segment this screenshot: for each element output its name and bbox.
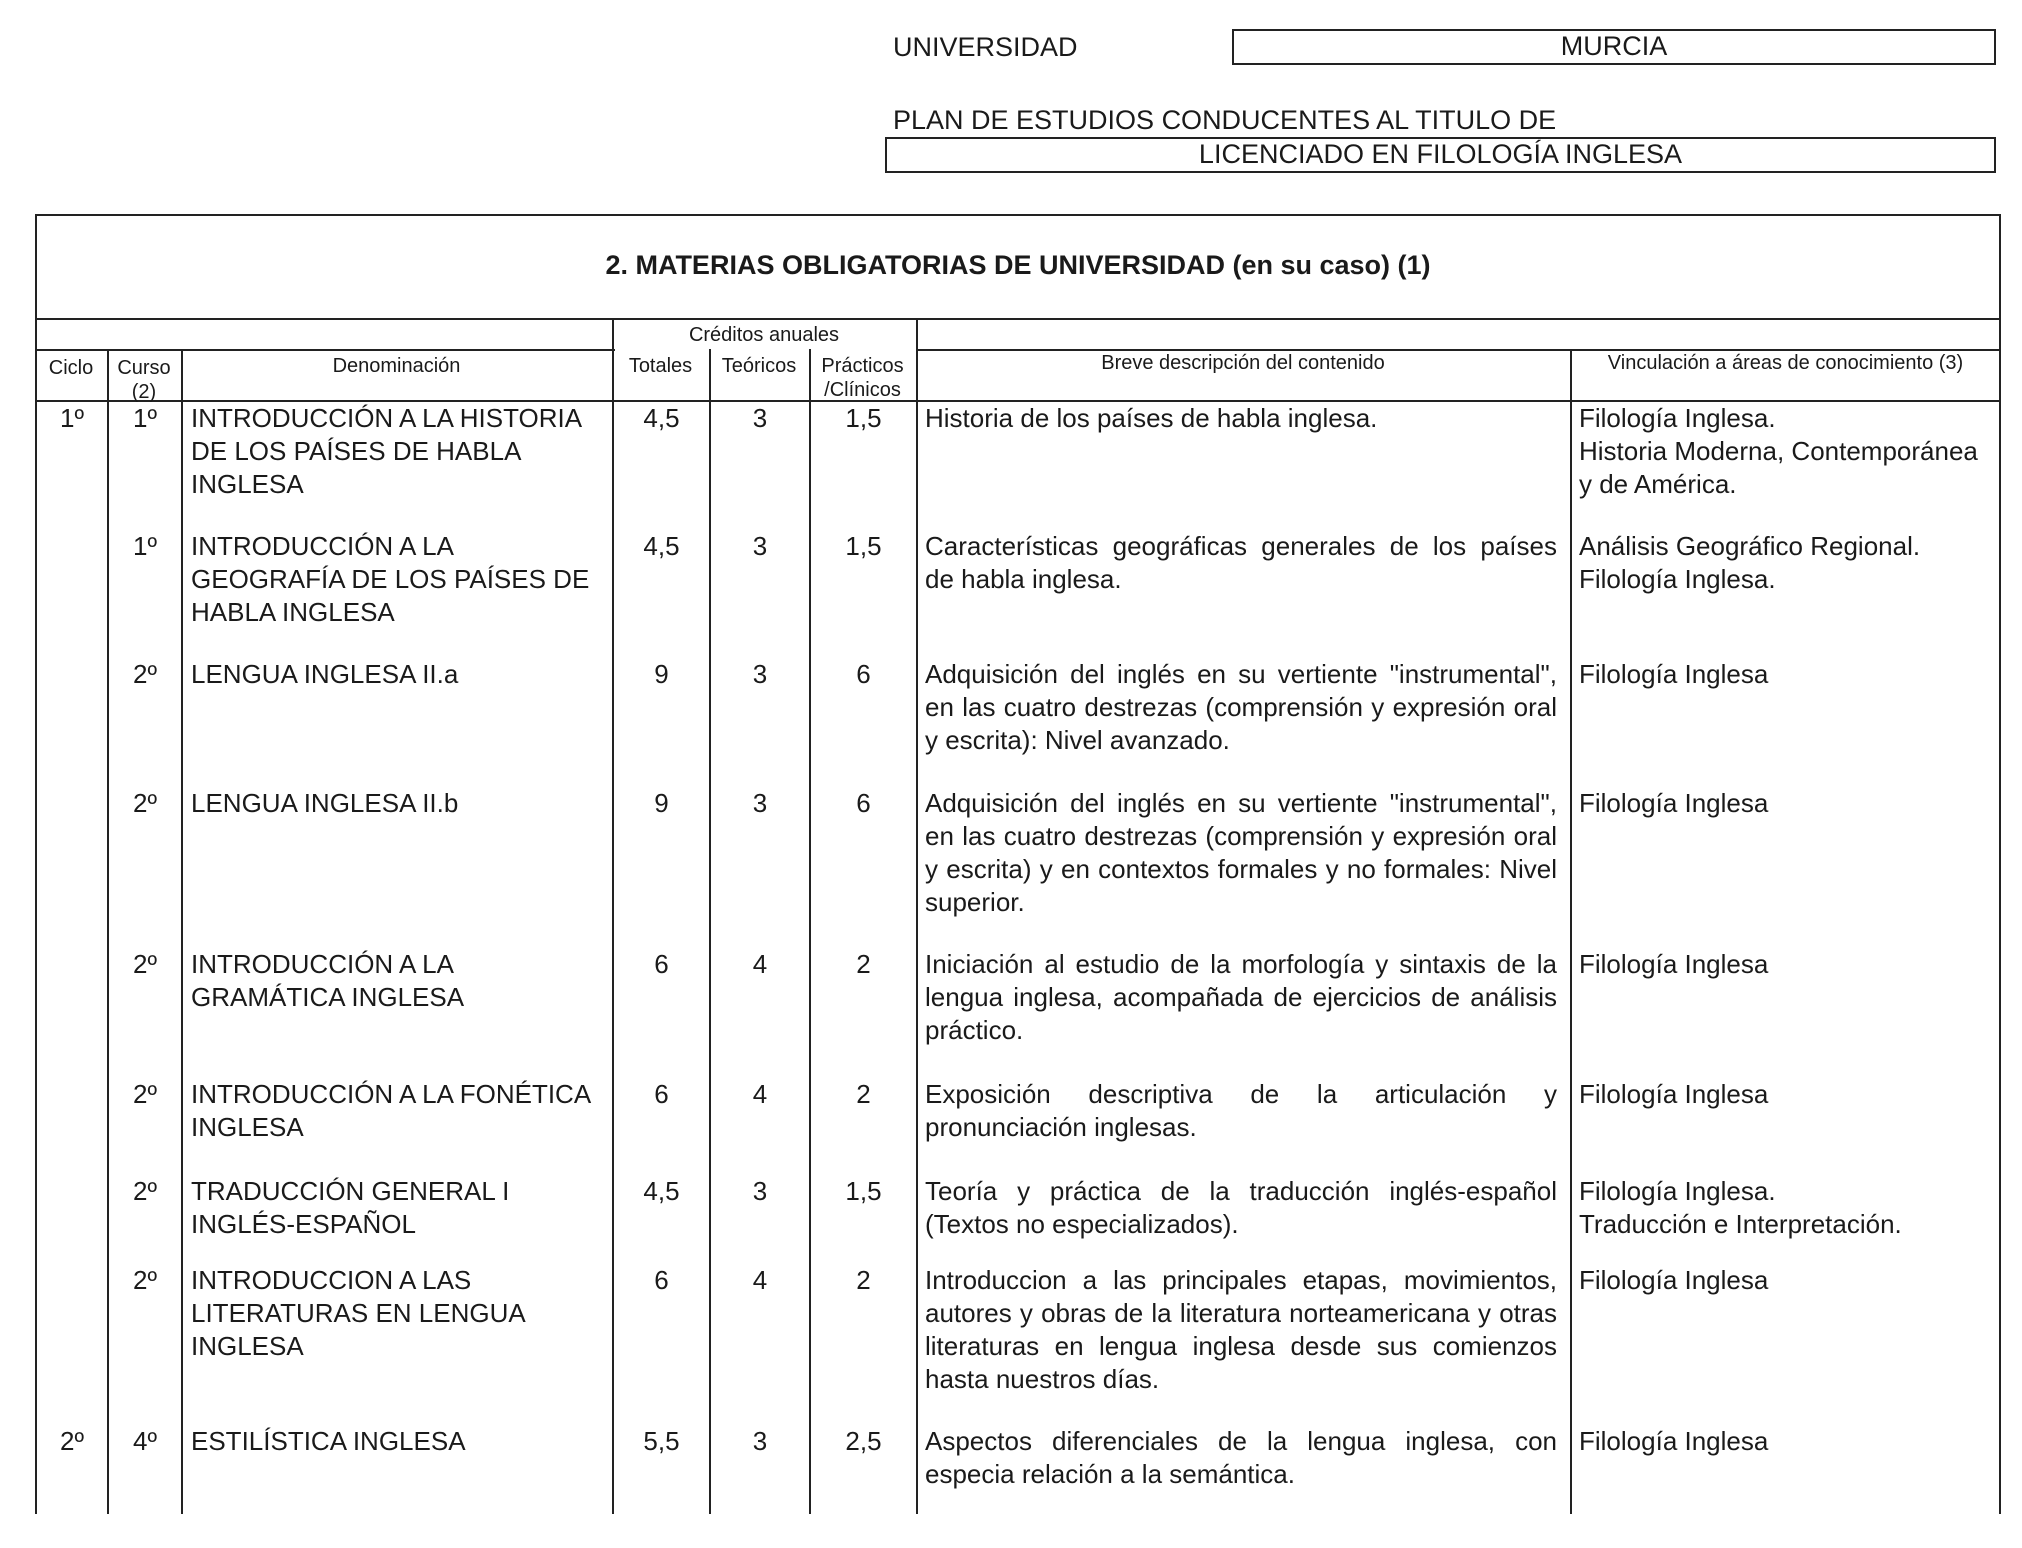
row-8-descripcion: Introduccion a las principales etapas, movimientos, autores y obras de la literatura norteamericana y otras literaturas en lengua inglesa desde sus comienzos hasta nuestros días. [925,1265,1557,1394]
header-divider-top [35,318,2001,320]
col-teoricos: Teóricos [721,355,797,377]
row-2-descripcion: Características geográficas generales de los países de habla inglesa. [925,531,1557,594]
row-3-practicos: 6 [856,659,871,689]
row-6-denominacion: INTRODUCCIÓN A LA FONÉTICA INGLESA [191,1079,590,1142]
col-line-7 [1570,349,1572,1514]
row-2-vinculacion: Análisis Geográfico Regional. Filología Inglesa. [1579,531,1921,594]
row-7-descripcion: Teoría y práctica de la traducción inglés-español (Textos no especializados). [925,1176,1557,1239]
row-8-teoricos: 4 [752,1265,768,1295]
universidad-value: MURCIA [1560,31,1668,61]
row-9-teoricos: 3 [752,1426,768,1456]
row-2-practicos: 1,5 [845,531,882,561]
row-6-teoricos: 4 [752,1079,768,1109]
row-5-descripcion: Iniciación al estudio de la morfología y sintaxis de la lengua inglesa, acompañada de ejercicios de análisis práctico. [925,949,1557,1045]
row-1-totales: 4,5 [643,403,680,433]
row-9-vinculacion: Filología Inglesa [1579,1426,1769,1456]
col-line-5 [809,349,811,1514]
row-4-curso: 2º [133,788,157,818]
col-practicos-sub: /Clínicos [824,379,901,401]
universidad-label: UNIVERSIDAD [893,32,1078,62]
col-curso-label: Curso [117,357,171,379]
col-descripcion: Breve descripción del contenido [1101,352,1385,374]
row-9-ciclo: 2º [60,1426,84,1456]
titulo-value: LICENCIADO EN FILOLOGÍA INGLESA [1198,139,1683,169]
row-3-descripcion: Adquisición del inglés en su vertiente "instrumental", en las cuatro destrezas (comprensión y expresión oral y escrita): Nivel avanzado. [925,659,1557,755]
col-curso [107,356,181,404]
row-9-curso: 4º [133,1426,157,1456]
row-1-curso: 1º [133,403,157,433]
plan-label: PLAN DE ESTUDIOS CONDUCENTES AL TITULO DE [893,105,1557,135]
titulo-value-box [885,137,1996,173]
row-6-vinculacion: Filología Inglesa [1579,1079,1769,1109]
row-9-denominacion: ESTILÍSTICA INGLESA [191,1426,466,1456]
row-5-vinculacion: Filología Inglesa [1579,949,1769,979]
row-4-descripcion: Adquisición del inglés en su vertiente "instrumental", en las cuatro destrezas (comprensión y expresión oral y escrita) y en contextos formales y no formales: Nivel superior. [925,788,1557,917]
row-2-curso: 1º [133,531,157,561]
col-vinculacion: Vinculación a áreas de conocimiento (3) [1607,352,1964,374]
row-2-teoricos: 3 [752,531,768,561]
row-5-practicos: 2 [856,949,871,979]
col-practicos [809,354,916,402]
row-9-practicos: 2,5 [845,1426,882,1456]
row-8-denominacion: INTRODUCCION A LAS LITERATURAS EN LENGUA INGLESA [191,1265,525,1361]
col-practicos-label: Prácticos [821,355,904,377]
col-line-1 [107,349,109,1514]
col-line-2 [181,349,183,1514]
row-8-totales: 6 [654,1265,669,1295]
row-6-totales: 6 [654,1079,669,1109]
row-3-vinculacion: Filología Inglesa [1579,659,1769,689]
row-1-teoricos: 3 [752,403,768,433]
row-8-practicos: 2 [856,1265,871,1295]
col-curso-note: (2) [131,381,157,403]
row-9-totales: 5,5 [643,1426,680,1456]
row-4-totales: 9 [654,788,669,818]
row-6-descripcion: Exposición descriptiva de la articulación y pronunciación inglesas. [925,1079,1557,1142]
row-4-teoricos: 3 [752,788,768,818]
row-7-teoricos: 3 [752,1176,768,1206]
row-1-practicos: 1,5 [845,403,882,433]
col-ciclo: Ciclo [48,357,94,379]
row-5-teoricos: 4 [752,949,768,979]
row-4-vinculacion: Filología Inglesa [1579,788,1769,818]
row-5-curso: 2º [133,949,157,979]
row-9-descripcion: Aspectos diferenciales de la lengua inglesa, con especia relación a la semántica. [925,1426,1557,1489]
col-denominacion: Denominación [332,355,461,377]
col-totales: Totales [628,355,693,377]
row-1-ciclo: 1º [60,403,84,433]
row-7-curso: 2º [133,1176,157,1206]
row-6-practicos: 2 [856,1079,871,1109]
row-5-denominacion: INTRODUCCIÓN A LA GRAMÁTICA INGLESA [191,949,465,1012]
col-line-4 [709,349,711,1514]
row-1-descripcion: Historia de los países de habla inglesa. [925,403,1378,433]
col-line-6 [916,318,918,1514]
row-3-curso: 2º [133,659,157,689]
header-divider-left [35,349,615,351]
row-8-curso: 2º [133,1265,157,1295]
row-5-totales: 6 [654,949,669,979]
row-2-totales: 4,5 [643,531,680,561]
row-3-denominacion: LENGUA INGLESA II.a [191,659,459,689]
row-8-vinculacion: Filología Inglesa [1579,1265,1769,1295]
col-creditos-group: Créditos anuales [688,324,840,346]
row-2-denominacion: INTRODUCCIÓN A LA GEOGRAFÍA DE LOS PAÍSES DE HABLA INGLESA [191,531,590,627]
row-3-totales: 9 [654,659,669,689]
row-7-vinculacion: Filología Inglesa. Traducción e Interpretación. [1579,1176,1902,1239]
row-4-practicos: 6 [856,788,871,818]
col-line-3 [612,318,614,1514]
row-1-denominacion: INTRODUCCIÓN A LA HISTORIA DE LOS PAÍSES DE HABLA INGLESA [191,403,581,499]
row-1-vinculacion: Filología Inglesa. Historia Moderna, Contemporánea y de América. [1579,403,1978,499]
row-3-teoricos: 3 [752,659,768,689]
row-7-totales: 4,5 [643,1176,680,1206]
row-7-denominacion: TRADUCCIÓN GENERAL I INGLÉS-ESPAÑOL [191,1176,510,1239]
universidad-value-box [1232,29,1996,65]
row-6-curso: 2º [133,1079,157,1109]
section-title: 2. MATERIAS OBLIGATORIAS DE UNIVERSIDAD (en su caso) (1) [605,250,1431,280]
row-7-practicos: 1,5 [845,1176,882,1206]
row-4-denominacion: LENGUA INGLESA II.b [191,788,459,818]
